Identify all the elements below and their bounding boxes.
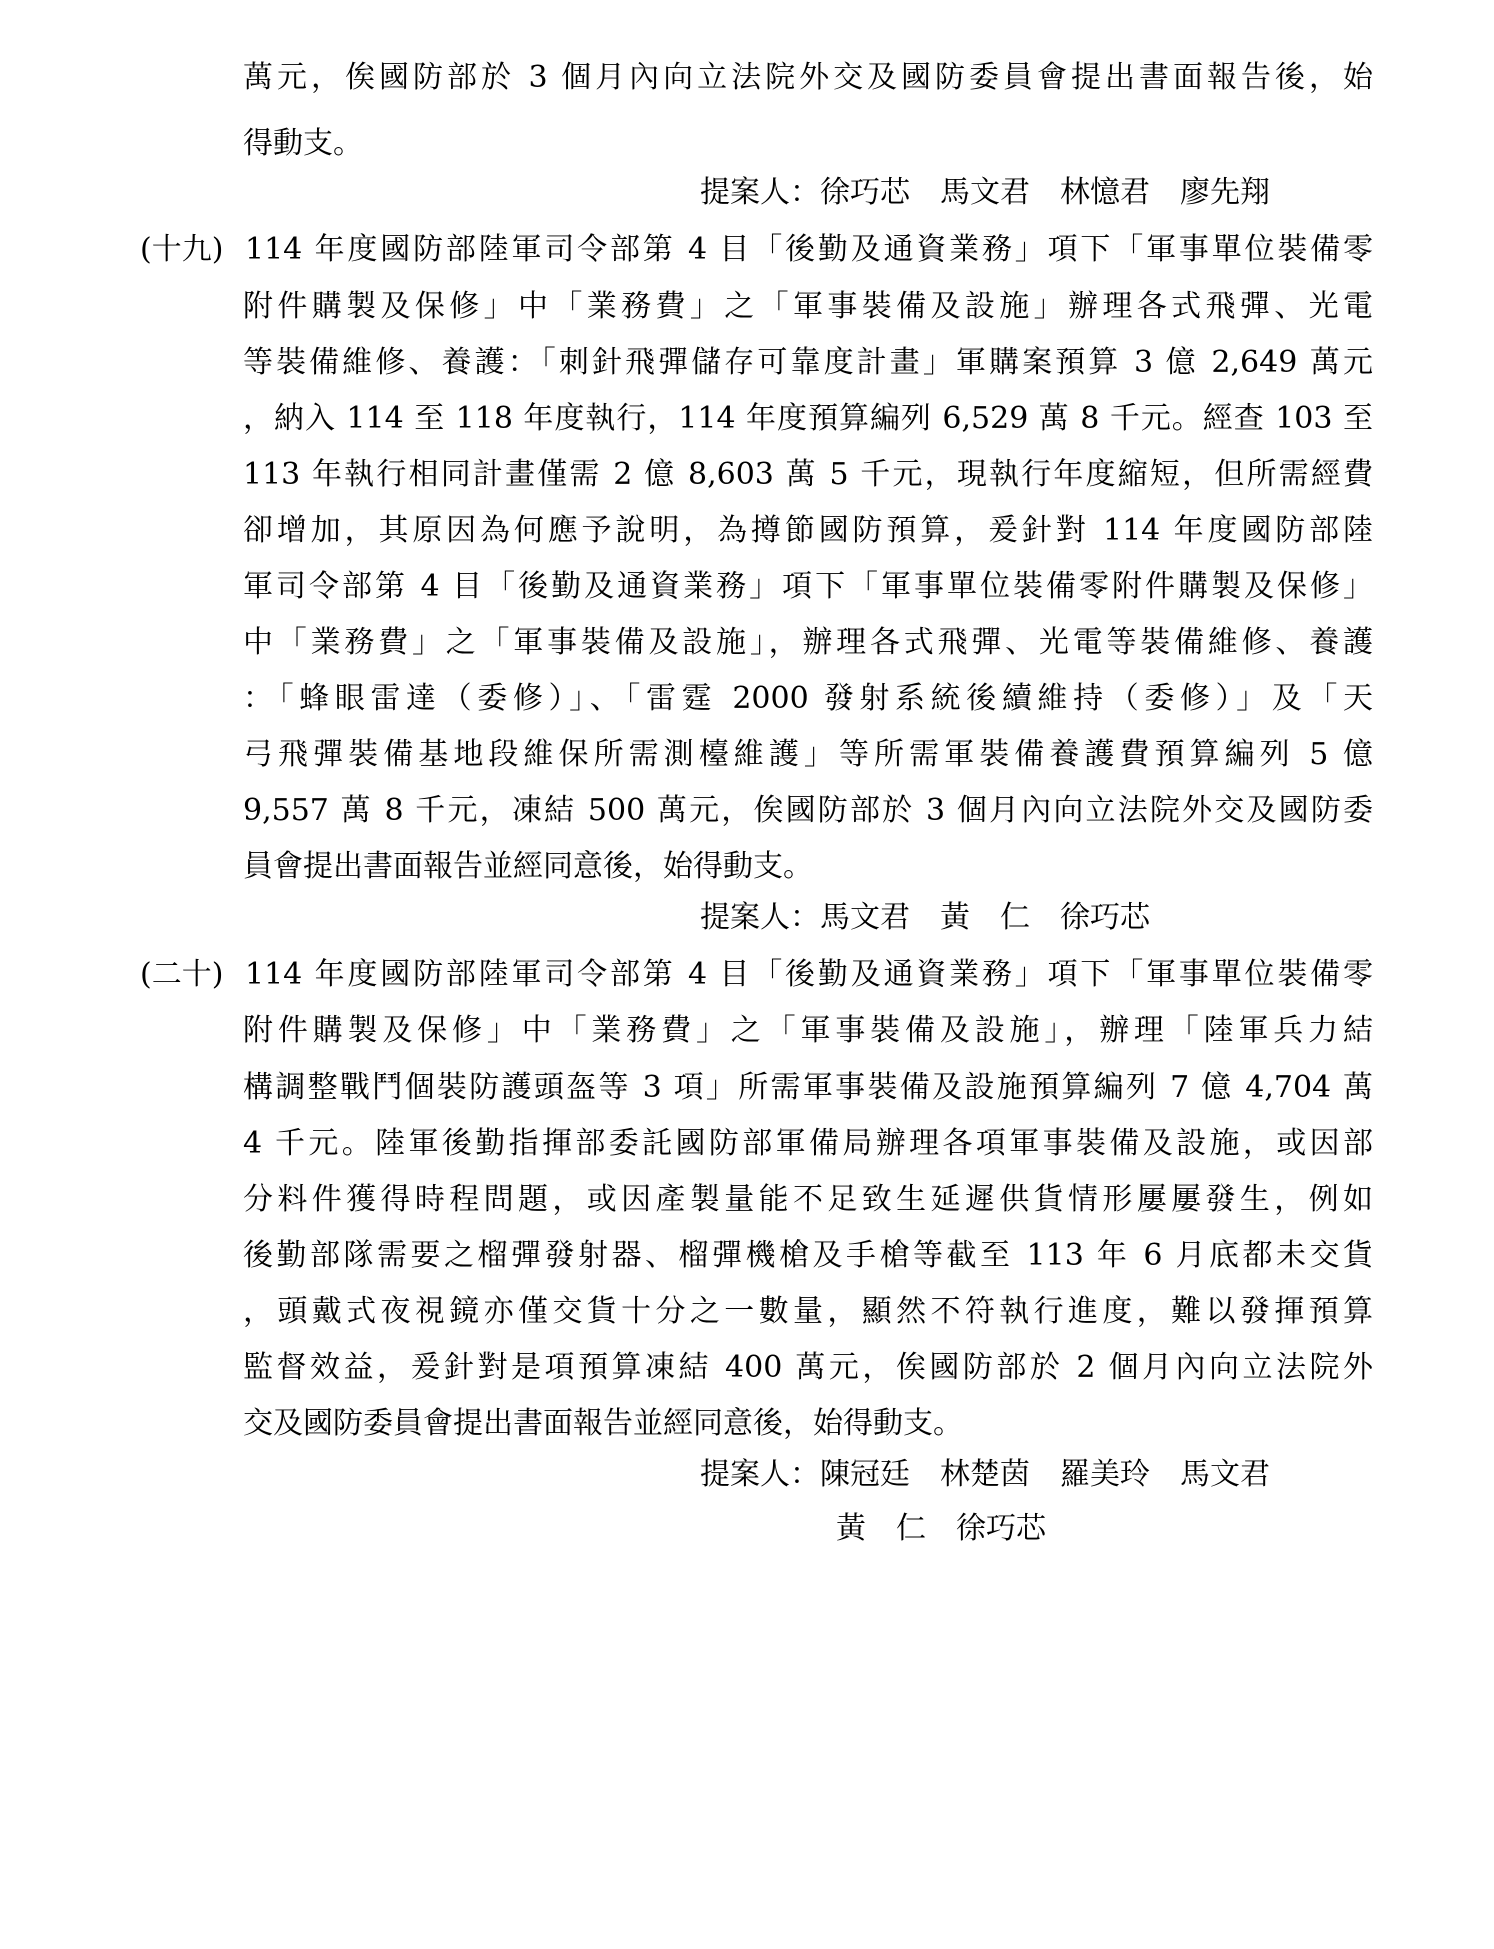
item19-line-4: ，納入 114 至 118 年度執行，114 年度預算編列 6,529 萬 8 千元。經查 103 至 (243, 401, 1373, 436)
item19-line-8: 中「業務費」之「軍事裝備及設施」，辦理各式飛彈、光電等裝備維修、養護 (243, 625, 1373, 660)
item20-line-9: 交及國防委員會提出書面報告並經同意後，始得動支。 (243, 1406, 963, 1441)
item19-line-6: 卻增加，其原因為何應予說明，為撙節國防預算，爰針對 114 年度國防部陸 (243, 513, 1373, 548)
item19-line-9: ：「蜂眼雷達（委修）」、「雷霆 2000 發射系統後續維持（委修）」及「天 (243, 681, 1373, 716)
item20-line-2: 附件購製及保修」中「業務費」之「軍事裝備及設施」，辦理「陸軍兵力結 (243, 1013, 1373, 1048)
item20-line-5: 分料件獲得時程問題，或因產製量能不足致生延遲供貨情形屢屢發生，例如 (243, 1182, 1373, 1217)
item20-line-4: 4 千元。陸軍後勤指揮部委託國防部軍備局辦理各項軍事裝備及設施，或因部 (243, 1126, 1373, 1161)
item20-line-1: 114 年度國防部陸軍司令部第 4 目「後勤及通資業務」項下「軍事單位裝備零 (245, 957, 1373, 992)
item19-line-5: 113 年執行相同計畫僅需 2 億 8,603 萬 5 千元，現執行年度縮短，但所需經費 (243, 457, 1373, 492)
intro-line-2: 得動支。 (243, 126, 363, 161)
item20-line-3: 構調整戰鬥個裝防護頭盔等 3 項」所需軍事裝備及設施預算編列 7 億 4,704 萬 (243, 1070, 1373, 1105)
item19-line-1: 114 年度國防部陸軍司令部第 4 目「後勤及通資業務」項下「軍事單位裝備零 (245, 232, 1373, 267)
item19-line-3: 等裝備維修、養護：「刺針飛彈儲存可靠度計畫」軍購案預算 3 億 2,649 萬元 (243, 345, 1373, 380)
item19-line-7: 軍司令部第 4 目「後勤及通資業務」項下「軍事單位裝備零附件購製及保修」 (243, 569, 1373, 604)
item19-line-11: 9,557 萬 8 千元，凍結 500 萬元，俟國防部於 3 個月內向立法院外交及國防委 (243, 793, 1373, 828)
item19-line-10: 弓飛彈裝備基地段維保所需測檯維護」等所需軍裝備養護費預算編列 5 億 (243, 737, 1373, 772)
item20-line-8: 監督效益，爰針對是項預算凍結 400 萬元，俟國防部於 2 個月內向立法院外 (243, 1350, 1373, 1385)
intro-line-1: 萬元，俟國防部於 3 個月內向立法院外交及國防委員會提出書面報告後，始 (243, 60, 1373, 95)
item19-proposer: 提案人：馬文君 黃 仁 徐巧芯 (700, 900, 1150, 935)
item20-line-6: 後勤部隊需要之榴彈發射器、榴彈機槍及手槍等截至 113 年 6 月底都未交貨 (243, 1238, 1373, 1273)
intro-proposer: 提案人：徐巧芯 馬文君 林憶君 廖先翔 (700, 175, 1270, 210)
item20-proposer-continued: 黃 仁 徐巧芯 (836, 1511, 1046, 1546)
item19-line-2: 附件購製及保修」中「業務費」之「軍事裝備及設施」辦理各式飛彈、光電 (243, 289, 1373, 324)
item19-line-12: 員會提出書面報告並經同意後，始得動支。 (243, 849, 813, 884)
item19-label: (十九) (140, 232, 224, 267)
item20-label: (二十) (140, 957, 224, 992)
item20-line-7: ，頭戴式夜視鏡亦僅交貨十分之一數量，顯然不符執行進度，難以發揮預算 (243, 1294, 1373, 1329)
item20-proposer: 提案人：陳冠廷 林楚茵 羅美玲 馬文君 (700, 1457, 1270, 1492)
